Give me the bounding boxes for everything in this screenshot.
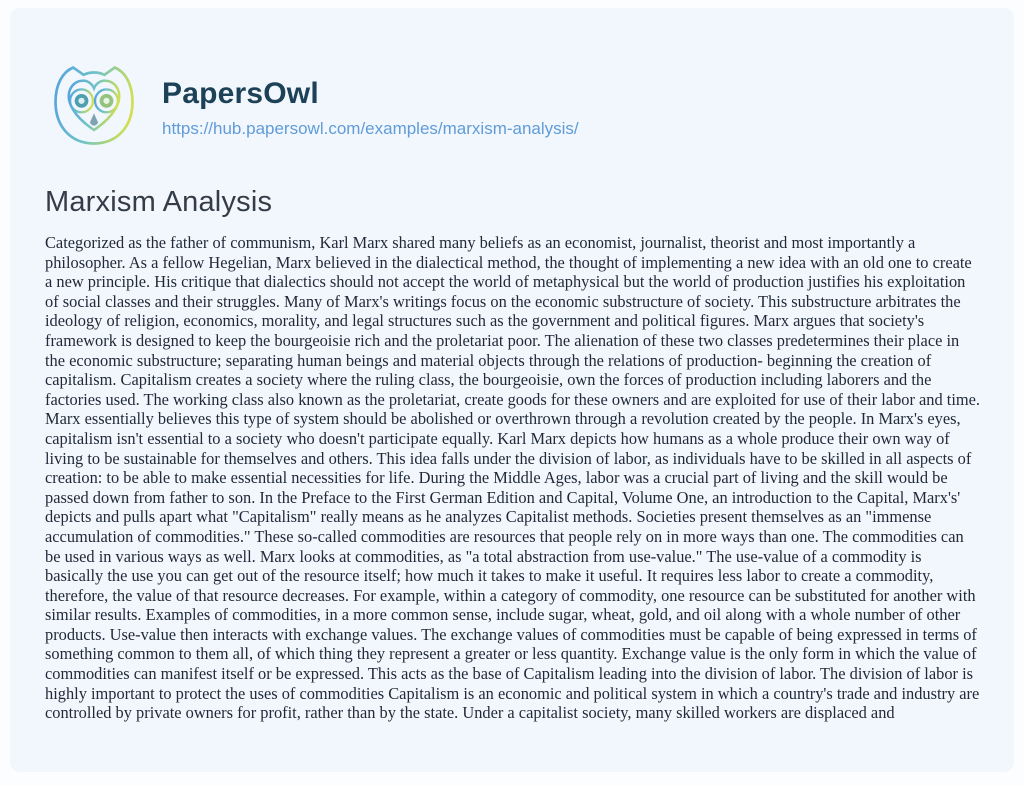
page-card bbox=[10, 8, 1014, 772]
site-header bbox=[42, 50, 982, 160]
page-title: Marxism Analysis bbox=[45, 186, 273, 218]
brand-title: PapersOwl bbox=[162, 77, 319, 110]
essay-body-text: Categorized as the father of communism, Karl Marx shared many beliefs as an economist, journalist, theorist and most importantly a philosopher. As a fellow Hegelian, Marx believed in the dialectical method, the thought of implementing a new idea with an old one to create a new principle. His critique that dialectics should not accept the world of metaphysical but the world of production justifies his exploitation of social classes and their struggles. Many of Marx's writings focus on the economic substructure of society. This substructure arbitrates the ideology of religion, economics, morality, and legal structures such as the government and political figures. Marx argues that society's framework is designed to keep the bourgeoisie rich and the proletariat poor. The alienation of these two classes predetermines their place in the economic substructure; separating human beings and material objects through the relations of production- beginning the creation of capitalism. Capitalism creates a society where the ruling class, the bourgeoisie, own the forces of production including laborers and the factories used. The working class also known as the proletariat, create goods for these owners and are exploited for use of their labor and time. Marx essentially believes this type of system should be abolished or overthrown through a revolution created by the people. In Marx's eyes, capitalism isn't essential to a society who doesn't participate equally. Karl Marx depicts how humans as a whole produce their own way of living to be sustainable for themselves and others. This idea falls under the division of labor, as individuals have to be skilled in all aspects of creation: to be able to make essential necessities for life. During the Middle Ages, labor was a crucial part of living and the skill would be passed down from father to son. In the Preface to the First German Edition and Capital, Volume One, an introduction to the Capital, Marx's' depicts and pulls apart what "Capitalism" really means as he analyzes Capitalist methods. Societies present themselves as an "immense accumulation of commodities." These so-called commodities are resources that people rely on in more ways than one. The commodities can be used in various ways as well. Marx looks at commodities, as "a total abstraction from use-value." The use-value of a commodity is basically the use you can get out of the resource itself; how much it takes to make it useful. It requires less labor to create a commodity, therefore, the value of that resource decreases. For example, within a category of commodity, one resource can be substituted for another with similar results. Examples of commodities, in a more common sense, include sugar, wheat, gold, and oil along with a whole number of other products. Use-value then interacts with exchange values. The exchange values of commodities must be capable of being expressed in terms of something common to them all, of which thing they represent a greater or less quantity. Exchange value is the only form in which the value of commodities can manifest itself or be expressed. This acts as the base of Capitalism leading into the division of labor. The division of labor is highly important to protect the uses of commodities Capitalism is an economic and political system in which a country's trade and industry are controlled by private owners for profit, rather than by the state. Under a capitalist society, many skilled workers are displaced and bbox=[45, 233, 981, 723]
source-url-link[interactable]: https://hub.papersowl.com/examples/marxism-analysis/ bbox=[162, 119, 579, 138]
header-text-block bbox=[162, 71, 579, 139]
owl-logo-icon bbox=[42, 50, 146, 160]
